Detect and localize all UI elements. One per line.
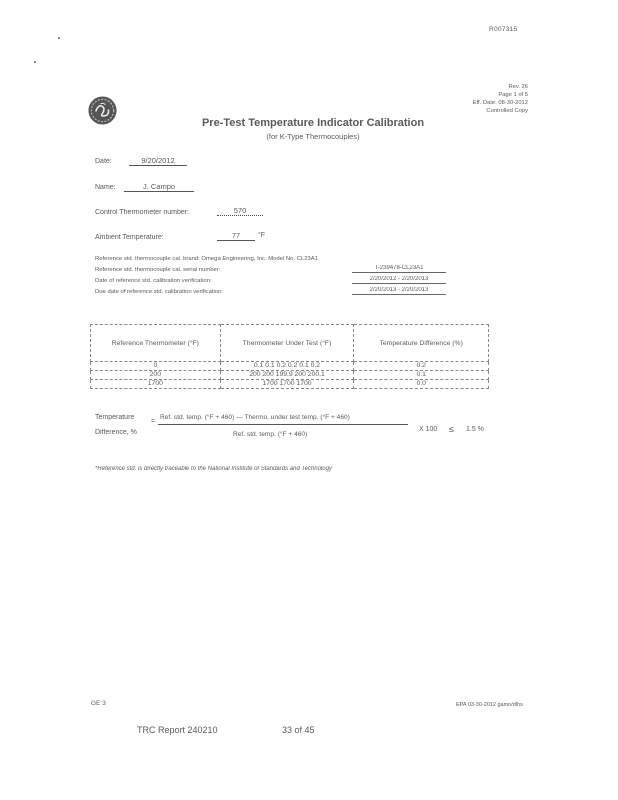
table-row — [91, 380, 489, 389]
reference-cell: 0 — [91, 362, 221, 371]
date-label: Date: — [95, 158, 112, 165]
calibration-table — [90, 324, 489, 389]
formula-fraction-line — [158, 424, 408, 425]
traceability-footnote: *Reference std. is directly traceable to the National Institute of Standards and Technology — [95, 466, 332, 472]
form-title: Pre-Test Temperature Indicator Calibration — [201, 117, 425, 129]
reference-cell: 1700 — [91, 380, 221, 389]
table-row — [91, 362, 489, 371]
under-test-cell: 1700 1700 1700 — [220, 380, 354, 389]
column-header-difference: Temperature Difference (%) — [354, 325, 489, 362]
reference-cell: 200 — [91, 371, 221, 380]
control-thermometer-value: 570 — [217, 206, 263, 216]
ambient-unit: °F — [258, 232, 266, 239]
report-number: TRC Report 240210 — [137, 725, 218, 735]
table-row — [91, 371, 489, 380]
formula-multiplier: X 100 — [419, 426, 438, 433]
formula-numerator: Ref. std. temp. (°F + 460) — Thermo. under test temp. (°F + 460) — [160, 414, 350, 421]
date-value: 9/20/2012 — [129, 156, 187, 166]
footer-left-code: GE 3 — [91, 700, 106, 707]
formula-leq: ≤ — [449, 424, 454, 434]
name-label: Name: — [95, 184, 116, 191]
ambient-temperature-label: Ambient Temperature: — [95, 234, 164, 241]
effective-date-label: Eff. Date: 08-30-2012 — [472, 100, 528, 106]
scan-speck — [58, 37, 60, 39]
difference-cell: 0.1 — [354, 371, 489, 380]
formula-denominator: Ref. std. temp. (°F + 460) — [233, 431, 308, 438]
reference-cal-date-value: 2/20/2012 - 2/20/2013 — [352, 276, 446, 284]
controlled-copy-label: Controlled Copy — [486, 108, 528, 114]
reference-due-date-label: Due date of reference std. calibration verification: — [95, 289, 224, 295]
form-subtitle: (for K-Type Thermocouples) — [266, 132, 360, 141]
ambient-temperature-value: 77 — [217, 231, 255, 241]
difference-cell: 0.0 — [354, 380, 489, 389]
difference-cell: 0.2 — [354, 362, 489, 371]
table-header-row — [91, 325, 489, 362]
under-test-cell: 200 200 199.9 200 200.1 — [220, 371, 354, 380]
name-value: J. Campo — [124, 182, 194, 192]
reference-cal-date-label: Date of reference std. calibration verification: — [95, 278, 212, 284]
formula-equals: = — [151, 418, 156, 425]
reference-serial-value: T-239478-CL23A1 — [352, 265, 446, 273]
column-header-under-test: Thermometer Under Test (°F) — [220, 325, 354, 362]
reference-brand-row: Reference std. thermocouple cal. brand: Omega Engineering, Inc. Model No. CL23A1 — [95, 256, 318, 262]
formula-label-line1: Temperature — [95, 414, 135, 421]
page-count-label: Page 1 of 5 — [498, 92, 528, 98]
document-id: R007315 — [489, 26, 518, 33]
reference-serial-label: Reference std. thermocouple cal. serial number: — [95, 267, 221, 273]
formula-label-line2: Difference, % — [95, 429, 137, 436]
scan-speck — [34, 61, 36, 63]
control-thermometer-label: Control Thermometer number: — [95, 209, 190, 216]
column-header-reference: Reference Thermometer (°F) — [91, 325, 221, 362]
page-number: 33 of 45 — [282, 725, 315, 735]
formula-limit: 1.5 % — [466, 426, 484, 433]
footer-right-code: EPA 03-30-2012 gamo/dlhs — [456, 702, 523, 708]
reference-due-date-value: 2/20/2013 - 2/20/2013 — [352, 287, 446, 295]
under-test-cell: 0.1 0.1 0.2 0.2 0.1 0.2 — [220, 362, 354, 371]
revision-label: Rev. 26 — [508, 84, 528, 90]
